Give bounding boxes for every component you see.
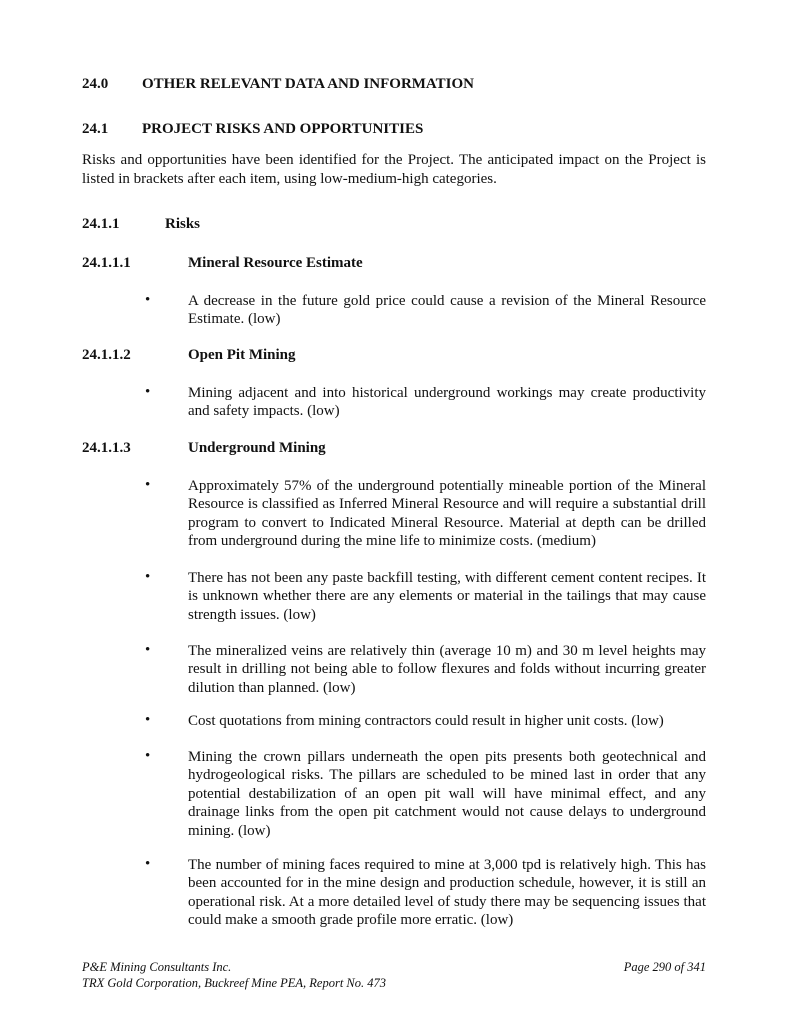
heading-24-0	[82, 76, 702, 93]
footer-report: TRX Gold Corporation, Buckreef Mine PEA, Report No. 473	[82, 976, 387, 990]
heading-number: 24.1.1.2	[82, 347, 131, 363]
bullet-icon: •	[145, 384, 151, 400]
list-item: There has not been any paste backfill testing, with different cement content recipes. It is unknown whether there are any elements or material in the tailings that may cause strength issues. (low)	[188, 570, 706, 623]
bullet-icon: •	[145, 292, 151, 308]
list-item: Mining the crown pillars underneath the open pits presents both geotechnical and hydrogeological risks. The pillars are scheduled to be mined last in order that any potential destabilization of an open pit wall will have minimal effect, and any drainage links from the open pit catchment would not cause delays to underground mining. (low)	[188, 749, 706, 839]
bullet-icon: •	[145, 712, 151, 728]
footer-page-number: Page 290 of 341	[623, 960, 706, 974]
list-item: Mining adjacent and into historical underground workings may create productivity and safety impacts. (low)	[188, 385, 706, 420]
heading-title: Mineral Resource Estimate	[188, 255, 363, 271]
bullet-icon: •	[145, 477, 151, 493]
list-item: A decrease in the future gold price could cause a revision of the Mineral Resource Estimate. (low)	[188, 293, 706, 328]
heading-number: 24.1.1	[82, 216, 120, 232]
list-item: The mineralized veins are relatively thin (average 10 m) and 30 m level heights may result in drilling not being able to follow flexures and folds without incurring greater dilution than planned. (low)	[188, 643, 706, 696]
heading-title: Risks	[165, 216, 201, 232]
bullet-icon: •	[145, 748, 151, 764]
heading-title: PROJECT RISKS AND OPPORTUNITIES	[142, 121, 424, 137]
heading-24-1-1-1	[82, 255, 702, 272]
footer-company: P&E Mining Consultants Inc.	[82, 960, 232, 974]
list-item: Approximately 57% of the underground potentially mineable portion of the Mineral Resource is classified as Inferred Mineral Resource and will require a substantial drill program to convert to Indicated Mineral Resource. Material at depth can be drilled from underground during the mine life to minimize costs. (medium)	[188, 478, 706, 550]
heading-24-1-1-2	[82, 347, 702, 364]
heading-title: Open Pit Mining	[188, 347, 296, 363]
intro-paragraph: Risks and opportunities have been identified for the Project. The anticipated impact on the Project is listed in brackets after each item, using low-medium-high categories.	[82, 152, 706, 187]
heading-number: 24.1.1.3	[82, 440, 131, 456]
heading-title: Underground Mining	[188, 440, 326, 456]
bullet-icon: •	[145, 569, 151, 585]
heading-number: 24.1.1.1	[82, 255, 131, 271]
heading-number: 24.0	[82, 76, 109, 92]
list-item: Cost quotations from mining contractors could result in higher unit costs. (low)	[188, 713, 664, 729]
bullet-icon: •	[145, 642, 151, 658]
heading-24-1	[82, 121, 702, 138]
heading-number: 24.1	[82, 121, 109, 137]
heading-title: OTHER RELEVANT DATA AND INFORMATION	[142, 76, 474, 92]
heading-24-1-1-3	[82, 440, 702, 457]
heading-24-1-1	[82, 216, 702, 233]
bullet-icon: •	[145, 856, 151, 872]
list-item: The number of mining faces required to mine at 3,000 tpd is relatively high. This has been accounted for in the mine design and production schedule, however, it is still an operational risk. At a more detailed level of study there may be sequencing issues that could make a smooth grade profile more erratic. (low)	[188, 857, 706, 929]
